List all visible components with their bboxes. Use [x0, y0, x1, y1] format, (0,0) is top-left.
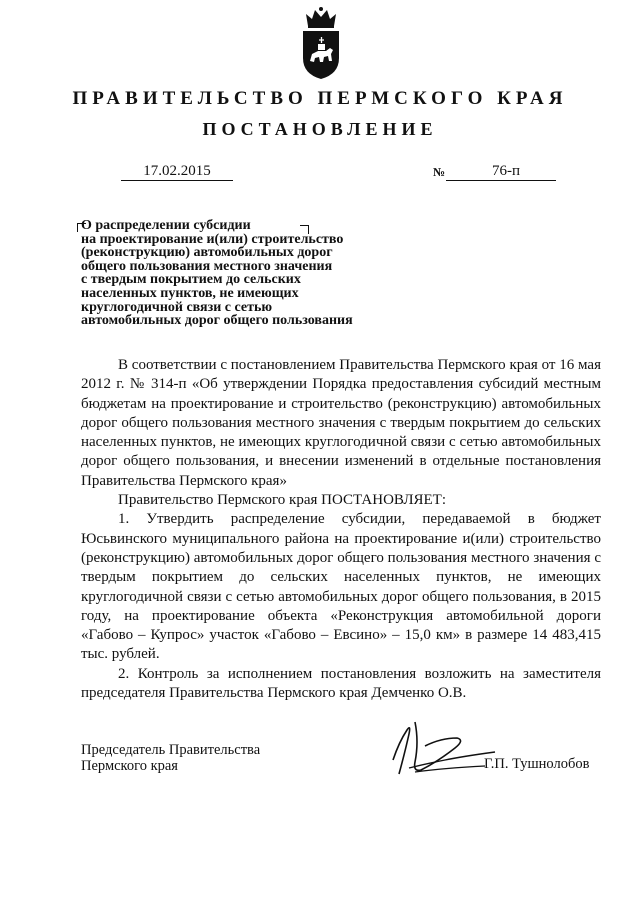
subject-line: с твердым покрытием до сельских [81, 272, 301, 288]
signatory-position-line: Пермского края [81, 757, 178, 774]
document-subject [81, 219, 401, 328]
government-title: ПРАВИТЕЛЬСТВО ПЕРМСКОГО КРАЯ [72, 88, 568, 109]
body-paragraph-item-2: 2. Контроль за исполнением постановления возложить на заместителя председателя Правительства Пермского края Демченко О.В. [81, 665, 601, 702]
signatory-position [81, 743, 260, 774]
body-paragraph-resolves: Правительство Пермского края ПОСТАНОВЛЯЕТ: [118, 492, 447, 509]
document-type: ПОСТАНОВЛЕНИЕ [202, 119, 438, 139]
subject-line: общего пользования местного значения [81, 258, 333, 274]
body-paragraph-preamble: В соответствии с постановлением Правительства Пермского края от 16 мая 2012 г. № 314-п «Об утверждении Порядка предоставления субсидий местным бюджетам на проектирование и строительство (реконструкцию) автомобильных дорог общего пользования местного значения с твердым покрытием до сельских населенных пунктов, не имеющих круглогодичной связи с сетью автомобильных дорог общего пользования, и внесении изменений в отдельные постановления Правительства Пермского края» [81, 357, 601, 489]
subject-line: (реконструкцию) автомобильных дорог [81, 245, 333, 261]
subject-line: автомобильных дорог общего пользования [81, 313, 353, 329]
signatory-position-line: Председатель Правительства [81, 742, 261, 758]
signatory-name: Г.П. Тушнолобов [484, 756, 590, 772]
body-paragraph-item-1: 1. Утвердить распределение субсидии, передаваемой в бюджет Юсьвинского муниципального района на проектирование и(или) строительство (реконструкцию) автомобильных дорог общего пользования местного значения с твердым покрытием до сельских населенных пунктов, не имеющих круглогодичной связи с сетью автомобильных дорог общего пользования, в 2015 году, на проектирование объекта «Реконструкция автомобильной дороги «Габово – Купрос» участок «Габово – Евсино» – 15,0 км» в размере 14 483,415 тыс. рублей. [81, 511, 601, 663]
subject-line: О распределении субсидии [81, 218, 251, 233]
subject-line: на проектирование и(или) строительство [81, 231, 344, 247]
subject-line: круглогодичной связи с сетью [81, 299, 273, 315]
document-date: 17.02.2015 [121, 162, 233, 181]
subject-line: населенных пунктов, не имеющих [81, 285, 299, 301]
perm-krai-coat-of-arms-icon [296, 6, 346, 80]
number-sign: № [433, 165, 446, 179]
document-body [81, 356, 601, 703]
document-number: 76-п [446, 162, 556, 181]
